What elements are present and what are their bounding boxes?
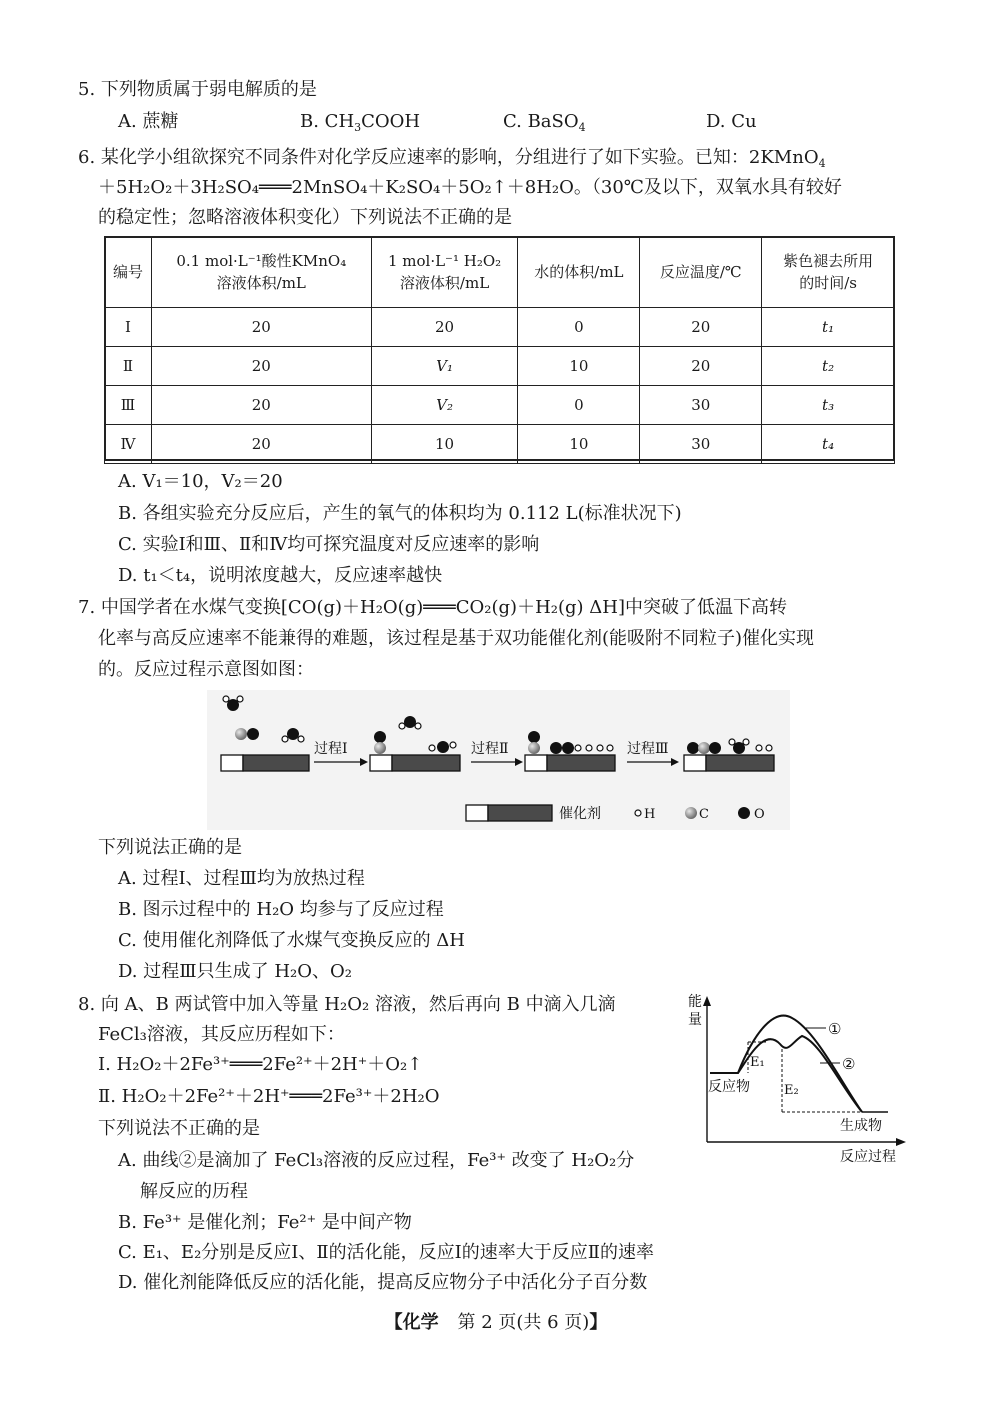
hydrogen-atom xyxy=(282,736,288,742)
q8-equation-1: Ⅰ. H₂O₂＋2Fe³⁺═══2Fe²⁺＋2H⁺＋O₂↑ xyxy=(98,1054,423,1075)
table-cell: t₁ xyxy=(762,308,895,347)
catalyst-white-part xyxy=(684,755,706,771)
hydrogen-atom xyxy=(607,745,613,751)
table-cell: 20 xyxy=(151,425,371,464)
legend-hydrogen-icon xyxy=(635,810,641,816)
y-label-1: 能 xyxy=(688,994,702,1010)
oxygen-atom xyxy=(528,731,540,743)
table-cell: V₂ xyxy=(371,386,518,425)
table-row xyxy=(105,386,895,425)
footer-subject: 【化学 xyxy=(384,1312,439,1333)
table-cell: 10 xyxy=(518,347,640,386)
header-cell: 编号 xyxy=(105,237,152,308)
oxygen-atom xyxy=(374,731,386,743)
hydrogen-atom xyxy=(743,739,749,745)
table-cell: V₁ xyxy=(371,347,518,386)
stage-4 xyxy=(684,739,774,771)
arrow-process-1 xyxy=(314,741,368,766)
process-2-label: 过程Ⅱ xyxy=(471,741,509,757)
q5-option-a: A. 蔗糖 xyxy=(118,111,179,132)
header-cell: 0.1 mol·L⁻¹酸性KMnO₄ 溶液体积/mL xyxy=(151,237,371,308)
table-cell: 30 xyxy=(640,386,762,425)
y-axis-arrow xyxy=(703,996,711,1006)
hydrogen-atom xyxy=(415,723,421,729)
legend-catalyst-white xyxy=(466,805,488,821)
table-header-row xyxy=(105,237,895,308)
table-row xyxy=(105,347,895,386)
catalyst-white-part xyxy=(525,755,547,771)
catalyst-dark-part xyxy=(547,755,615,771)
legend-c-label: C xyxy=(699,807,709,822)
q7-option-d: D. 过程Ⅲ只生成了 H₂O、O₂ xyxy=(118,961,352,982)
stage-2 xyxy=(370,716,460,771)
hydrogen-atom xyxy=(586,745,592,751)
oxygen-atom xyxy=(287,728,299,740)
x-label: 反应过程 xyxy=(840,1149,896,1165)
table-cell: 20 xyxy=(151,308,371,347)
q5-stem: 5. 下列物质属于弱电解质的是 xyxy=(78,79,317,100)
table-cell: 20 xyxy=(151,347,371,386)
table-cell: t₄ xyxy=(762,425,895,464)
legend-oxygen-icon xyxy=(738,807,750,819)
hydrogen-atom xyxy=(729,739,735,745)
q8-option-a-line1: A. 曲线②是滴加了 FeCl₃溶液的反应过程，Fe³⁺ 改变了 H₂O₂分 xyxy=(118,1150,635,1171)
table-cell: t₃ xyxy=(762,386,895,425)
table-cell: Ⅱ xyxy=(105,347,152,386)
header-cell: 反应温度/℃ xyxy=(640,237,762,308)
q7-option-b: B. 图示过程中的 H₂O 均参与了反应过程 xyxy=(118,899,444,920)
hydrogen-atom xyxy=(766,745,772,751)
q6-stem-line2: ＋5H₂O₂＋3H₂SO₄═══2MnSO₄＋K₂SO₄＋5O₂↑＋8H₂O。（30℃及以下，双氧水具有较好 xyxy=(98,177,842,198)
curve-2 xyxy=(738,1036,862,1112)
table-cell: 20 xyxy=(371,308,518,347)
legend-carbon-icon xyxy=(685,807,697,819)
x-axis-arrow xyxy=(896,1138,906,1146)
table-cell: 30 xyxy=(640,425,762,464)
arrow-process-3 xyxy=(627,741,679,766)
q6-option-b: B. 各组实验充分反应后，产生的氧气的体积均为 0.112 L(标准状况下) xyxy=(118,503,682,524)
table-cell: 0 xyxy=(518,386,640,425)
q7-option-c: C. 使用催化剂降低了水煤气变换反应的 ΔH xyxy=(118,930,465,951)
hydrogen-atom xyxy=(399,723,405,729)
curve-1-label: ① xyxy=(828,1020,842,1038)
q8-option-d: D. 催化剂能降低反应的活化能，提高反应物分子中活化分子百分数 xyxy=(118,1272,648,1293)
table-cell: 20 xyxy=(151,386,371,425)
process-3-label: 过程Ⅲ xyxy=(627,741,669,757)
hydrogen-atom xyxy=(575,745,581,751)
table-cell: 20 xyxy=(640,308,762,347)
catalyst-dark-part xyxy=(706,755,774,771)
q5-option-b: B. $CH_3COOH$ xyxy=(300,111,421,134)
oxygen-atom xyxy=(709,742,721,754)
q8-option-a-line2: 解反应的历程 xyxy=(140,1181,248,1202)
table-cell: 10 xyxy=(518,425,640,464)
e2-label: E₂ xyxy=(784,1083,799,1098)
energy-profile-svg xyxy=(680,990,910,1166)
page-footer xyxy=(0,1308,992,1334)
legend-catalyst-dark xyxy=(488,805,552,821)
carbon-atom xyxy=(698,742,710,754)
hydrogen-atom xyxy=(450,742,456,748)
table-cell: 10 xyxy=(371,425,518,464)
footer-bracket: 】 xyxy=(589,1312,608,1333)
q7-stem-line1: 7. 中国学者在水煤气变换[CO(g)＋H₂O(g)═══CO₂(g)＋H₂(g) ΔH]中突破了低温下高转 xyxy=(78,597,787,618)
stage-1 xyxy=(221,696,309,771)
oxygen-atom xyxy=(437,741,449,753)
table-cell: Ⅳ xyxy=(105,425,152,464)
arrow-process-2 xyxy=(471,741,523,766)
carbon-atom xyxy=(374,742,386,754)
table-cell: Ⅰ xyxy=(105,308,152,347)
q8-prompt: 下列说法不正确的是 xyxy=(98,1118,260,1139)
header-cell: 紫色褪去所用 的时间/s xyxy=(762,237,895,308)
q8-stem-line2: FeCl₃溶液，其反应历程如下： xyxy=(98,1024,345,1045)
q6-option-a: A. V₁＝10，V₂＝20 xyxy=(118,471,283,492)
table-row xyxy=(105,425,895,464)
carbon-atom xyxy=(528,742,540,754)
reaction-process-svg xyxy=(207,690,790,830)
oxygen-atom xyxy=(687,742,699,754)
q6-option-c: C. 实验Ⅰ和Ⅲ、Ⅱ和Ⅳ均可探究温度对反应速率的影响 xyxy=(118,534,540,555)
table-cell: t₂ xyxy=(762,347,895,386)
reactant-label: 反应物 xyxy=(708,1079,750,1095)
footer-page-number: 第 2 页(共 6 页) xyxy=(457,1312,590,1333)
q6-option-d: D. t₁＜t₄，说明浓度越大，反应速率越快 xyxy=(118,565,443,586)
oxygen-atom xyxy=(562,742,574,754)
q7-prompt: 下列说法正确的是 xyxy=(98,837,242,858)
hydrogen-atom xyxy=(223,696,229,702)
legend-h-label: H xyxy=(644,807,656,822)
hydrogen-atom xyxy=(298,736,304,742)
reaction-process-figure xyxy=(207,690,790,830)
table-cell: 20 xyxy=(640,347,762,386)
carbon-atom xyxy=(235,728,247,740)
q8-stem-line1: 8. 向 A、B 两试管中加入等量 H₂O₂ 溶液，然后再向 B 中滴入几滴 xyxy=(78,994,616,1015)
curve-2-label: ② xyxy=(842,1055,856,1073)
header-cell: 1 mol·L⁻¹ H₂O₂ 溶液体积/mL xyxy=(371,237,518,308)
q8-option-c: C. E₁、E₂分别是反应Ⅰ、Ⅱ的活化能，反应Ⅰ的速率大于反应Ⅱ的速率 xyxy=(118,1242,654,1263)
legend-o-label: O xyxy=(754,807,765,822)
e1-label: E₁ xyxy=(750,1055,765,1070)
header-cell: 水的体积/mL xyxy=(518,237,640,308)
hydrogen-atom xyxy=(429,745,435,751)
q7-stem-line3: 的。反应过程示意图如图： xyxy=(98,659,314,680)
q8-equation-2: Ⅱ. H₂O₂＋2Fe²⁺＋2H⁺═══2Fe³⁺＋2H₂O xyxy=(98,1086,440,1107)
figure-legend xyxy=(466,805,765,822)
table-cell: Ⅲ xyxy=(105,386,152,425)
oxygen-atom xyxy=(247,728,259,740)
stage-3 xyxy=(525,731,615,771)
product-label: 生成物 xyxy=(840,1118,882,1134)
q5-option-d: D. Cu xyxy=(706,111,757,132)
catalyst-white-part xyxy=(221,755,243,771)
oxygen-atom xyxy=(404,716,416,728)
catalyst-dark-part xyxy=(392,755,460,771)
experiment-table xyxy=(104,236,895,464)
catalyst-dark-part xyxy=(243,755,309,771)
hydrogen-atom xyxy=(597,745,603,751)
hydrogen-atom xyxy=(756,745,762,751)
q6-stem-line1: 6. 某化学小组欲探究不同条件对化学反应速率的影响，分组进行了如下实验。已知：2KMnO$_4$ xyxy=(78,147,826,170)
energy-profile-figure xyxy=(680,990,910,1166)
q5-option-c: C. BaSO$_4$ xyxy=(503,111,586,134)
q7-stem-line2: 化率与高反应速率不能兼得的难题，该过程是基于双功能催化剂(能吸附不同粒子)催化实现 xyxy=(98,628,815,649)
q8-option-b: B. Fe³⁺ 是催化剂；Fe²⁺ 是中间产物 xyxy=(118,1212,412,1233)
q7-option-a: A. 过程Ⅰ、过程Ⅲ均为放热过程 xyxy=(118,868,365,889)
process-1-label: 过程Ⅰ xyxy=(314,741,348,757)
table-row xyxy=(105,308,895,347)
catalyst-white-part xyxy=(370,755,392,771)
oxygen-atom xyxy=(550,742,562,754)
hydrogen-atom xyxy=(237,696,243,702)
y-label-2: 量 xyxy=(688,1012,702,1028)
legend-catalyst-label: 催化剂 xyxy=(559,806,601,822)
table-cell: 0 xyxy=(518,308,640,347)
q6-stem-line3: 的稳定性；忽略溶液体积变化）下列说法不正确的是 xyxy=(98,207,512,228)
